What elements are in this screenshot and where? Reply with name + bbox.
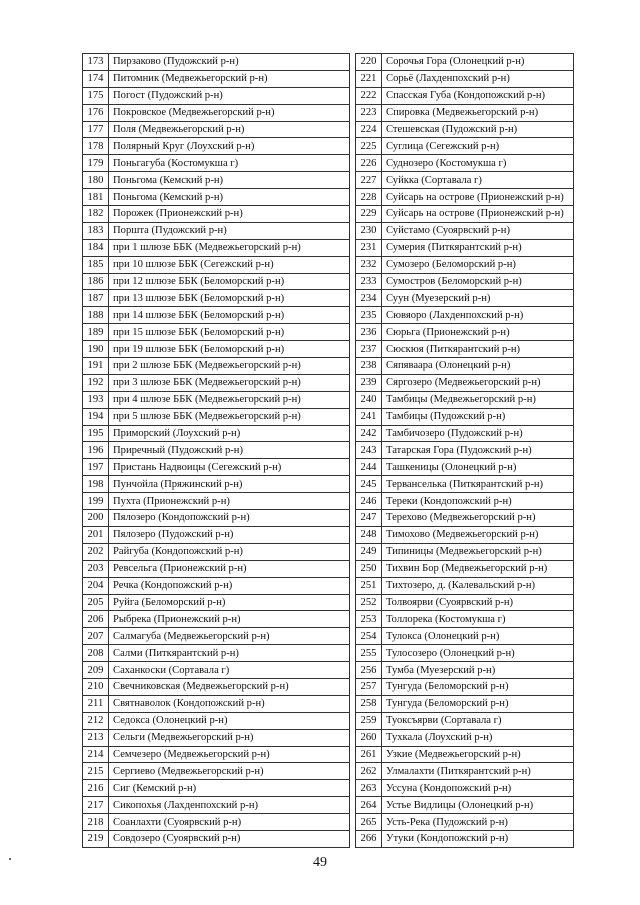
settlement-name: Терехово (Медвежьегорский р-н) [382, 510, 574, 527]
settlement-name: при 10 шлюзе ББК (Сегежский р-н) [109, 256, 350, 273]
settlement-name: Поршта (Пудожский р-н) [109, 222, 350, 239]
table-row [83, 746, 350, 763]
table-row [356, 324, 574, 341]
settlement-name: при 15 шлюзе ББК (Беломорский р-н) [109, 324, 350, 341]
settlement-name: Тамбицы (Медвежьегорский р-н) [382, 391, 574, 408]
settlement-name: Суднозеро (Костомукша г) [382, 155, 574, 172]
settlement-name: Салми (Питкярантский р-н) [109, 645, 350, 662]
row-number: 177 [83, 121, 109, 138]
table-row [83, 206, 350, 223]
table-row [356, 543, 574, 560]
table-row [356, 104, 574, 121]
table-row [356, 307, 574, 324]
settlement-name: Тунгуда (Беломорский р-н) [382, 695, 574, 712]
settlement-name: Ревсельга (Прионежский р-н) [109, 560, 350, 577]
settlement-name: Сювяоро (Лахденпохский р-н) [382, 307, 574, 324]
settlement-name: Суйстамо (Суоярвский р-н) [382, 222, 574, 239]
settlement-name: Сорьё (Лахденпохский р-н) [382, 70, 574, 87]
table-row [356, 712, 574, 729]
settlement-name: Туоксъярви (Сортавала г) [382, 712, 574, 729]
table-row [83, 577, 350, 594]
settlement-name: при 1 шлюзе ББК (Медвежьегорский р-н) [109, 239, 350, 256]
table-row [356, 678, 574, 695]
row-number: 232 [356, 256, 382, 273]
row-number: 248 [356, 526, 382, 543]
row-number: 243 [356, 442, 382, 459]
row-number: 216 [83, 780, 109, 797]
settlement-name: Сельги (Медвежьегорский р-н) [109, 729, 350, 746]
table-row [83, 70, 350, 87]
row-number: 254 [356, 628, 382, 645]
settlement-name: Усть-Река (Пудожский р-н) [382, 814, 574, 831]
table-row [356, 611, 574, 628]
settlement-name: Стешевская (Пудожский р-н) [382, 121, 574, 138]
table-row [356, 628, 574, 645]
row-number: 220 [356, 54, 382, 71]
settlement-name: Сергиево (Медвежьегорский р-н) [109, 763, 350, 780]
row-number: 257 [356, 678, 382, 695]
settlement-name: Погост (Пудожский р-н) [109, 87, 350, 104]
settlement-name: Сорочья Гора (Олонецкий р-н) [382, 54, 574, 71]
row-number: 250 [356, 560, 382, 577]
settlement-name: Рыбрека (Прионежский р-н) [109, 611, 350, 628]
row-number: 226 [356, 155, 382, 172]
row-number: 258 [356, 695, 382, 712]
settlement-name: Пухта (Прионежский р-н) [109, 493, 350, 510]
table-row [356, 155, 574, 172]
settlement-name: при 14 шлюзе ББК (Беломорский р-н) [109, 307, 350, 324]
table-row [83, 104, 350, 121]
row-number: 235 [356, 307, 382, 324]
row-number: 242 [356, 425, 382, 442]
table-row [83, 358, 350, 375]
table-row [356, 239, 574, 256]
table-row [83, 628, 350, 645]
row-number: 230 [356, 222, 382, 239]
table-row [356, 256, 574, 273]
table-row [356, 577, 574, 594]
settlement-name: Порожек (Прионежский р-н) [109, 206, 350, 223]
row-number: 198 [83, 476, 109, 493]
row-number: 183 [83, 222, 109, 239]
table-row [356, 70, 574, 87]
row-number: 178 [83, 138, 109, 155]
row-number: 191 [83, 358, 109, 375]
row-number: 187 [83, 290, 109, 307]
settlements-table-right [355, 53, 574, 848]
row-number: 249 [356, 543, 382, 560]
row-number: 200 [83, 510, 109, 527]
settlement-name: при 4 шлюзе ББК (Медвежьегорский р-н) [109, 391, 350, 408]
row-number: 199 [83, 493, 109, 510]
row-number: 266 [356, 830, 382, 847]
table-row [356, 830, 574, 847]
settlement-name: Толлорека (Костомукша г) [382, 611, 574, 628]
settlement-name: при 19 шлюзе ББК (Беломорский р-н) [109, 341, 350, 358]
settlement-name: Тулосозеро (Олонецкий р-н) [382, 645, 574, 662]
row-number: 180 [83, 172, 109, 189]
row-number: 186 [83, 273, 109, 290]
table-row [356, 645, 574, 662]
table-row [83, 594, 350, 611]
settlement-name: Поньгома (Кемский р-н) [109, 189, 350, 206]
row-number: 194 [83, 408, 109, 425]
row-number: 219 [83, 830, 109, 847]
settlement-name: Соанлахти (Суоярвский р-н) [109, 814, 350, 831]
table-row [356, 797, 574, 814]
settlement-name: Руйга (Беломорский р-н) [109, 594, 350, 611]
table-row [356, 476, 574, 493]
table-row [356, 54, 574, 71]
row-number: 239 [356, 374, 382, 391]
table-row [83, 222, 350, 239]
table-row [83, 273, 350, 290]
table-row [356, 662, 574, 679]
row-number: 261 [356, 746, 382, 763]
table-row [356, 206, 574, 223]
settlement-name: Спировка (Медвежьегорский р-н) [382, 104, 574, 121]
table-row [83, 662, 350, 679]
row-number: 259 [356, 712, 382, 729]
settlement-name: Седокса (Олонецкий р-н) [109, 712, 350, 729]
row-number: 221 [356, 70, 382, 87]
settlement-name: Суун (Муезерский р-н) [382, 290, 574, 307]
settlement-name: Тимохово (Медвежьегорский р-н) [382, 526, 574, 543]
table-row [356, 695, 574, 712]
row-number: 252 [356, 594, 382, 611]
table-row [356, 780, 574, 797]
settlement-name: Сяпяваара (Олонецкий р-н) [382, 358, 574, 375]
row-number: 176 [83, 104, 109, 121]
row-number: 223 [356, 104, 382, 121]
row-number: 213 [83, 729, 109, 746]
table-row [356, 391, 574, 408]
settlement-name: Пунчойла (Пряжинский р-н) [109, 476, 350, 493]
settlement-name: Сяргозеро (Медвежьегорский р-н) [382, 374, 574, 391]
table-row [83, 121, 350, 138]
row-number: 188 [83, 307, 109, 324]
row-number: 185 [83, 256, 109, 273]
settlement-name: Сюрьга (Прионежский р-н) [382, 324, 574, 341]
row-number: 247 [356, 510, 382, 527]
row-number: 204 [83, 577, 109, 594]
settlement-name: Ташкеницы (Олонецкий р-н) [382, 459, 574, 476]
table-row [83, 780, 350, 797]
table-row [83, 830, 350, 847]
table-row [83, 307, 350, 324]
settlement-name: Сумостров (Беломорский р-н) [382, 273, 574, 290]
settlement-name: Семчезеро (Медвежьегорский р-н) [109, 746, 350, 763]
settlement-name: Суйсарь на острове (Прионежский р-н) [382, 189, 574, 206]
table-row [356, 493, 574, 510]
settlement-name: Тихтозеро, д. (Калевальский р-н) [382, 577, 574, 594]
settlement-name: Совдозеро (Суоярвский р-н) [109, 830, 350, 847]
settlement-name: Пирзаково (Пудожский р-н) [109, 54, 350, 71]
table-row [356, 138, 574, 155]
row-number: 227 [356, 172, 382, 189]
row-number: 244 [356, 459, 382, 476]
settlement-name: Сумозеро (Беломорский р-н) [382, 256, 574, 273]
table-row [83, 645, 350, 662]
row-number: 193 [83, 391, 109, 408]
table-row [356, 814, 574, 831]
table-row [356, 172, 574, 189]
settlement-name: Сумерия (Питкярантский р-н) [382, 239, 574, 256]
row-number: 208 [83, 645, 109, 662]
row-number: 245 [356, 476, 382, 493]
table-row [356, 425, 574, 442]
row-number: 253 [356, 611, 382, 628]
table-row [356, 763, 574, 780]
settlement-name: Тумба (Муезерский р-н) [382, 662, 574, 679]
table-row [83, 54, 350, 71]
settlement-name: Райгуба (Кондопожский р-н) [109, 543, 350, 560]
row-number: 189 [83, 324, 109, 341]
row-number: 229 [356, 206, 382, 223]
row-number: 211 [83, 695, 109, 712]
settlement-name: Питомник (Медвежьегорский р-н) [109, 70, 350, 87]
table-row [356, 290, 574, 307]
row-number: 207 [83, 628, 109, 645]
row-number: 179 [83, 155, 109, 172]
table-row [356, 729, 574, 746]
settlements-table-right-body [356, 54, 574, 848]
settlement-name: Тереки (Кондопожский р-н) [382, 493, 574, 510]
table-row [356, 273, 574, 290]
table-row [356, 408, 574, 425]
row-number: 173 [83, 54, 109, 71]
table-row [83, 763, 350, 780]
table-row [83, 442, 350, 459]
table-row [83, 408, 350, 425]
table-row [83, 324, 350, 341]
settlement-name: Поньгагуба (Костомукша г) [109, 155, 350, 172]
row-number: 205 [83, 594, 109, 611]
settlement-name: Полярный Круг (Лоухский р-н) [109, 138, 350, 155]
table-row [356, 374, 574, 391]
settlement-name: Сюскюя (Питкярантский р-н) [382, 341, 574, 358]
table-row [356, 442, 574, 459]
settlement-name: Свечниковская (Медвежьегорский р-н) [109, 678, 350, 695]
row-number: 210 [83, 678, 109, 695]
settlement-name: при 12 шлюзе ББК (Беломорский р-н) [109, 273, 350, 290]
settlement-name: Саханкоски (Сортавала г) [109, 662, 350, 679]
settlement-name: Суглица (Сегежский р-н) [382, 138, 574, 155]
settlement-name: Пристань Надвоицы (Сегежский р-н) [109, 459, 350, 476]
table-row [83, 87, 350, 104]
table-row [83, 239, 350, 256]
table-row [83, 155, 350, 172]
row-number: 224 [356, 121, 382, 138]
settlement-name: Тихвин Бор (Медвежьегорский р-н) [382, 560, 574, 577]
settlement-name: Тунгуда (Беломорский р-н) [382, 678, 574, 695]
table-row [83, 172, 350, 189]
settlement-name: Сикопохья (Лахденпохский р-н) [109, 797, 350, 814]
table-row [356, 87, 574, 104]
settlement-name: Уссуна (Кондопожский р-н) [382, 780, 574, 797]
row-number: 222 [356, 87, 382, 104]
settlement-name: Типиницы (Медвежьегорский р-н) [382, 543, 574, 560]
row-number: 233 [356, 273, 382, 290]
table-row [83, 425, 350, 442]
row-number: 195 [83, 425, 109, 442]
settlement-name: Речка (Кондопожский р-н) [109, 577, 350, 594]
settlement-name: при 3 шлюзе ББК (Медвежьегорский р-н) [109, 374, 350, 391]
row-number: 256 [356, 662, 382, 679]
row-number: 263 [356, 780, 382, 797]
row-number: 203 [83, 560, 109, 577]
table-row [83, 712, 350, 729]
row-number: 197 [83, 459, 109, 476]
row-number: 218 [83, 814, 109, 831]
table-row [356, 222, 574, 239]
row-number: 262 [356, 763, 382, 780]
row-number: 217 [83, 797, 109, 814]
settlement-name: Поньгома (Кемский р-н) [109, 172, 350, 189]
table-row [83, 374, 350, 391]
settlement-name: Спасская Губа (Кондопожский р-н) [382, 87, 574, 104]
row-number: 265 [356, 814, 382, 831]
settlement-name: Узкие (Медвежьегорский р-н) [382, 746, 574, 763]
settlement-name: Салмагуба (Медвежьегорский р-н) [109, 628, 350, 645]
row-number: 175 [83, 87, 109, 104]
table-row [83, 391, 350, 408]
table-row [83, 797, 350, 814]
row-number: 206 [83, 611, 109, 628]
table-row [356, 358, 574, 375]
table-row [83, 189, 350, 206]
table-row [83, 341, 350, 358]
row-number: 251 [356, 577, 382, 594]
settlement-name: Поля (Медвежьегорский р-н) [109, 121, 350, 138]
table-row [356, 594, 574, 611]
table-row [83, 526, 350, 543]
row-number: 182 [83, 206, 109, 223]
settlement-name: Пялозеро (Кондопожский р-н) [109, 510, 350, 527]
row-number: 184 [83, 239, 109, 256]
row-number: 237 [356, 341, 382, 358]
table-row [83, 729, 350, 746]
settlement-name: Тамбичозеро (Пудожский р-н) [382, 425, 574, 442]
row-number: 181 [83, 189, 109, 206]
row-number: 264 [356, 797, 382, 814]
settlement-name: Тухкала (Лоухский р-н) [382, 729, 574, 746]
settlements-table-left-body [83, 54, 350, 848]
table-row [356, 459, 574, 476]
table-row [83, 543, 350, 560]
settlement-name: Тулокса (Олонецкий р-н) [382, 628, 574, 645]
settlement-name: Тамбицы (Пудожский р-н) [382, 408, 574, 425]
table-row [83, 695, 350, 712]
row-number: 209 [83, 662, 109, 679]
row-number: 190 [83, 341, 109, 358]
row-number: 215 [83, 763, 109, 780]
row-number: 240 [356, 391, 382, 408]
settlement-name: Приречный (Пудожский р-н) [109, 442, 350, 459]
row-number: 255 [356, 645, 382, 662]
settlement-name: Пялозеро (Пудожский р-н) [109, 526, 350, 543]
table-row [83, 560, 350, 577]
table-row [356, 560, 574, 577]
table-row [356, 746, 574, 763]
settlement-name: Утуки (Кондопожский р-н) [382, 830, 574, 847]
table-row [356, 121, 574, 138]
row-number: 241 [356, 408, 382, 425]
row-number: 202 [83, 543, 109, 560]
settlement-name: при 2 шлюзе ББК (Медвежьегорский р-н) [109, 358, 350, 375]
row-number: 236 [356, 324, 382, 341]
table-row [356, 510, 574, 527]
table-row [83, 678, 350, 695]
row-number: 234 [356, 290, 382, 307]
settlement-name: Устье Видлицы (Олонецкий р-н) [382, 797, 574, 814]
table-row [83, 459, 350, 476]
row-number: 246 [356, 493, 382, 510]
row-number: 196 [83, 442, 109, 459]
row-number: 238 [356, 358, 382, 375]
row-number: 201 [83, 526, 109, 543]
settlement-name: Сиг (Кемский р-н) [109, 780, 350, 797]
page-number: 49 [313, 855, 327, 870]
settlement-name: при 13 шлюзе ББК (Беломорский р-н) [109, 290, 350, 307]
settlement-name: Святнаволок (Кондопожский р-н) [109, 695, 350, 712]
settlement-name: Приморский (Лоухский р-н) [109, 425, 350, 442]
table-row [356, 341, 574, 358]
row-number: 225 [356, 138, 382, 155]
settlements-table-left [82, 53, 350, 848]
settlement-name: при 5 шлюзе ББК (Медвежьегорский р-н) [109, 408, 350, 425]
row-number: 174 [83, 70, 109, 87]
settlement-name: Улмалахти (Питкярантский р-н) [382, 763, 574, 780]
table-row [83, 476, 350, 493]
row-number: 231 [356, 239, 382, 256]
table-row [83, 290, 350, 307]
row-number: 212 [83, 712, 109, 729]
table-row [356, 189, 574, 206]
table-row [83, 510, 350, 527]
row-number: 214 [83, 746, 109, 763]
settlement-name: Суйсарь на острове (Прионежский р-н) [382, 206, 574, 223]
settlement-name: Покровское (Медвежьегорский р-н) [109, 104, 350, 121]
table-row [83, 256, 350, 273]
table-row [356, 526, 574, 543]
table-row [83, 611, 350, 628]
table-row [83, 814, 350, 831]
table-row [83, 138, 350, 155]
settlement-name: Терванселька (Питкярантский р-н) [382, 476, 574, 493]
table-row [83, 493, 350, 510]
settlement-name: Суйкка (Сортавала г) [382, 172, 574, 189]
row-number: 228 [356, 189, 382, 206]
row-number: 192 [83, 374, 109, 391]
row-number: 260 [356, 729, 382, 746]
settlement-name: Татарская Гора (Пудожский р-н) [382, 442, 574, 459]
settlement-name: Толвоярви (Суоярвский р-н) [382, 594, 574, 611]
